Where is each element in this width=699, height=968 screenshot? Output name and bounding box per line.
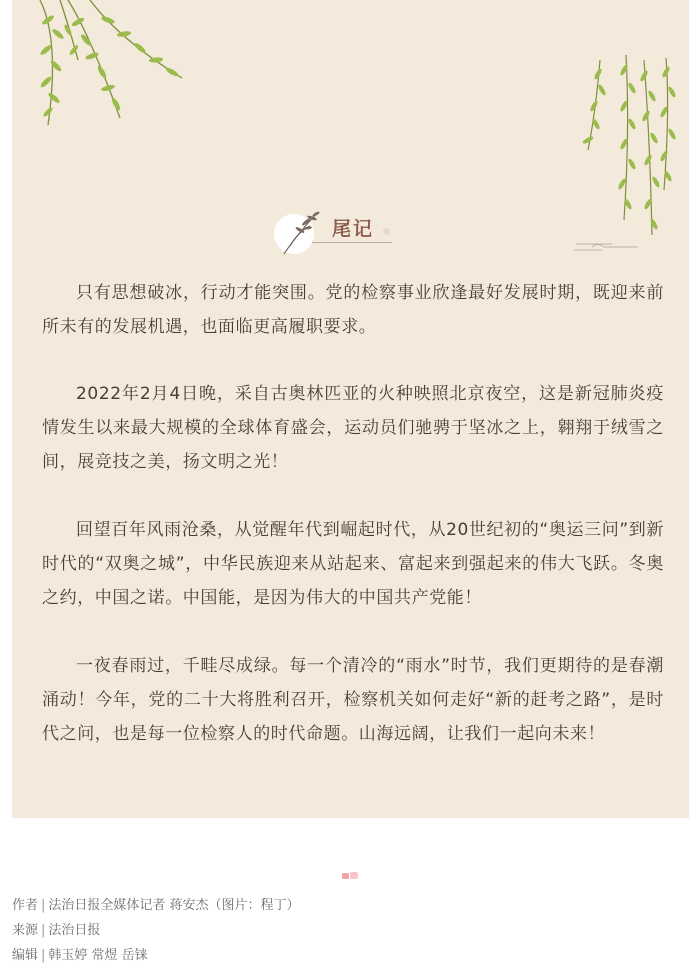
- credits-block: [12, 893, 612, 968]
- divider-dots: [341, 871, 361, 881]
- willow-branch-right: [578, 50, 688, 250]
- paragraph-2: 2022年2月4日晚，采自古奥林匹亚的火种映照北京夜空，这是新冠肺炎疫情发生以来最大规模的全球体育盛会，运动员们驰骋于坚冰之上，翱翔于绒雪之间，展竞技之美，扬文明之光！: [42, 384, 664, 472]
- willow-branch-left: [20, 0, 190, 135]
- wave-lines-decoration: [572, 238, 642, 254]
- credit-source: [12, 918, 612, 943]
- title-dot: [383, 228, 390, 235]
- section-header: [272, 204, 402, 260]
- paragraph-4: 一夜春雨过，千畦尽成绿。每一个清冷的“雨水”时节，我们更期待的是春潮涌动！今年，党的二十大将胜利召开，检察机关如何走好“新的赶考之路”，是时代之问，也是每一位检察人的时代命题。山海远阔，让我们一起向未来！: [42, 656, 664, 744]
- separator: |: [41, 923, 46, 938]
- author-value: 法治日报全媒体记者 蒋安杰（图片：程丁）: [48, 898, 300, 913]
- credit-author: [12, 893, 612, 918]
- editor-value: 韩玉婷 常煜 岳铼: [48, 948, 148, 963]
- source-label: 来源: [12, 923, 39, 938]
- author-label: 作者: [12, 898, 39, 913]
- paragraph-1: 只有思想破冰，行动才能突围。党的检察事业欣逢最好发展时期，既迎来前所未有的发展机遇，也面临更高履职要求。: [42, 283, 664, 337]
- editor-label: 编辑: [12, 948, 39, 963]
- paragraph-3: 回望百年风雨沧桑，从觉醒年代到崛起时代，从20世纪初的“奥运三问”到新时代的“双奥之城”，中华民族迎来从站起来、富起来到强起来的伟大飞跃。冬奥之约，中国之诺。中国能，是因为伟大的中国共产党能！: [42, 520, 664, 608]
- title-underline: [312, 242, 392, 243]
- separator: |: [41, 898, 46, 913]
- separator: |: [41, 948, 46, 963]
- section-title: 尾记: [332, 218, 375, 240]
- credit-editor: [12, 943, 612, 968]
- source-value: 法治日报: [48, 923, 101, 938]
- reed-sprig-icon: [276, 206, 324, 258]
